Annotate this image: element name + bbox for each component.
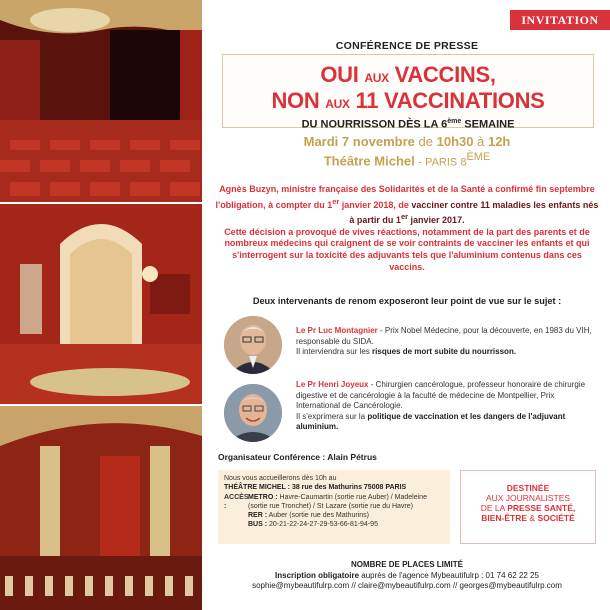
speaker-1-desc: - Prix Nobel Médecine, pour la découverte, en 1983 du VIH, responsable du SIDA. — [296, 326, 592, 346]
title-subline — [223, 118, 593, 131]
invitation-banner: INVITATION — [510, 10, 610, 30]
audience-l3-b: PRESSE SANTÉ, — [507, 503, 576, 513]
metro-text: Havre-Caumartin (sortie rue Auber) / Madeleine (sortie rue Tronchet) / St Lazare (sortie rue du Havre) — [248, 494, 427, 510]
speaker-2-topic-a: Il s'exprimera sur la — [296, 411, 368, 421]
title-box — [222, 54, 594, 131]
intro-p1-c: vacciner contre 11 maladies les enfants nés à partir du 1 — [349, 199, 599, 226]
theatre-photo-balcony — [0, 406, 202, 610]
intro-p1-d: janvier 2017. — [408, 215, 465, 226]
rer-label: RER : — [248, 512, 268, 519]
event-end: 12h — [487, 134, 511, 149]
press-conference-label: CONFÉRENCE DE PRESSE — [335, 40, 479, 52]
date-de: de — [418, 134, 433, 149]
venue-city-sup: ÈME — [466, 151, 491, 163]
date-a: à — [477, 134, 485, 149]
intro-p1-sup1: er — [332, 196, 340, 206]
theatre-name: THÉÂTRE MICHEL — [224, 484, 286, 491]
title-aux-1: AUX — [364, 71, 389, 85]
contact-emails[interactable]: sophie@mybeautifulrp.com // claire@mybeautifulrp.com // georges@mybeautifulrp.com — [252, 581, 562, 590]
rer-text: Auber (sortie rue des Mathurins) — [267, 512, 369, 519]
venue-name: Théâtre Michel — [323, 153, 415, 169]
footer — [214, 560, 600, 592]
intro-p1-b: janvier 2018, de — [339, 199, 412, 210]
venue-info-box — [218, 470, 450, 544]
audience-l3-a: DE LA — [480, 503, 508, 513]
intro-paragraph-1 — [214, 184, 600, 227]
speaker-1-topic-b: risques de mort subite du nourrisson. — [372, 347, 517, 356]
title-line-1 — [223, 63, 593, 90]
registration-contact: auprès de l'agence Mybeautifulrp : 01 74 62 22 25 — [359, 570, 539, 580]
audience-l4-c: SOCIÉTÉ — [537, 513, 575, 523]
speakers-heading: Deux intervenants de renom exposeront leur point de vue sur le sujet : — [252, 296, 562, 306]
speaker-1-topic-a: Il interviendra sur les — [296, 347, 373, 356]
intro-paragraph-2: Cette décision a provoqué de vives réactions, notamment de la part des parents et de nombreux médecins qui craignent de se voir contraints de vacciner les enfants et qui s'interrogent sur la toxicité des adjuvants tels que l'aluminium contenus dans ces vaccins. — [224, 226, 590, 272]
title-oui: OUI — [320, 62, 359, 87]
audience-box — [460, 470, 596, 544]
event-start: 10h30 — [436, 134, 474, 149]
theatre-street: : 38 rue des Mathurins 75008 PARIS — [285, 484, 407, 491]
organizer: Organisateur Conférence : Alain Pétrus — [218, 452, 377, 462]
metro-label: METRO : — [248, 494, 278, 501]
title-non: NON — [271, 88, 320, 113]
subline-sup: ème — [447, 118, 462, 125]
avatar — [224, 384, 282, 442]
bus-text: 20-21-22-24-27-29-53-66-81-94-95 — [267, 521, 378, 528]
speaker-2-name: Le Pr Henri Joyeux — [296, 380, 369, 389]
subline-end: SEMAINE — [461, 118, 515, 131]
theatre-photo-lobby — [0, 204, 202, 404]
speaker-2-topic-b: politique de vaccination et les dangers de l'adjuvant aluminium. — [296, 411, 566, 431]
audience-line-3 — [461, 503, 595, 513]
registration-required: Inscription obligatoire — [275, 570, 360, 580]
intro-text — [214, 184, 600, 273]
title-line-2 — [223, 90, 593, 115]
title-aux-2: AUX — [325, 97, 350, 111]
access-content — [248, 493, 438, 529]
intro-p1-a: Agnès Buzyn, ministre française des Solidarités et de la Santé a confirmé fin septembre l'obligation, à compter du 1 — [215, 184, 595, 210]
access-label: ACCÈS : — [224, 494, 249, 510]
event-date: Mardi 7 novembre — [303, 134, 415, 149]
access-block — [224, 493, 444, 529]
audience-line-4 — [461, 513, 595, 523]
audience-line-1: DESTINÉE — [506, 483, 550, 493]
theatre-photos — [0, 0, 202, 610]
theatre-address — [224, 483, 444, 492]
theatre-photo-stage — [0, 0, 202, 202]
audience-line-2: AUX JOURNALISTES — [485, 493, 571, 503]
speaker-2-desc: - Chirurgien cancérologue, professeur honoraire de chirurgie digestive et de cancérologie à la faculté de médecine de Montpellier, Prix International de Cancérologie. — [296, 380, 586, 410]
welcome-text: Nous vous accueillerons dès 10h au — [224, 475, 337, 482]
event-datetime — [214, 134, 600, 168]
audience-l4-b: & — [527, 513, 538, 523]
date-line — [214, 134, 600, 149]
subline-text: DU NOURRISSON DÈS LA 6 — [301, 118, 448, 131]
title-vaccins: VACCINS, — [394, 62, 496, 87]
audience-l4-a: BIEN-ÊTRE — [481, 513, 528, 523]
limited-places: NOMBRE DE PLACES LIMITÉ — [350, 560, 463, 569]
venue-line — [214, 151, 600, 168]
intro-p1-sup2: er — [400, 212, 409, 222]
avatar — [224, 316, 282, 374]
speaker-1-name: Le Pr Luc Montagnier — [296, 326, 378, 335]
speaker-1-text — [296, 326, 596, 358]
bus-label: BUS : — [248, 521, 268, 528]
speaker-2-text — [296, 380, 596, 433]
registration-line — [214, 571, 600, 582]
title-vaccinations: 11 VACCINATIONS — [355, 88, 545, 113]
venue-city: - PARIS 8 — [418, 156, 467, 169]
